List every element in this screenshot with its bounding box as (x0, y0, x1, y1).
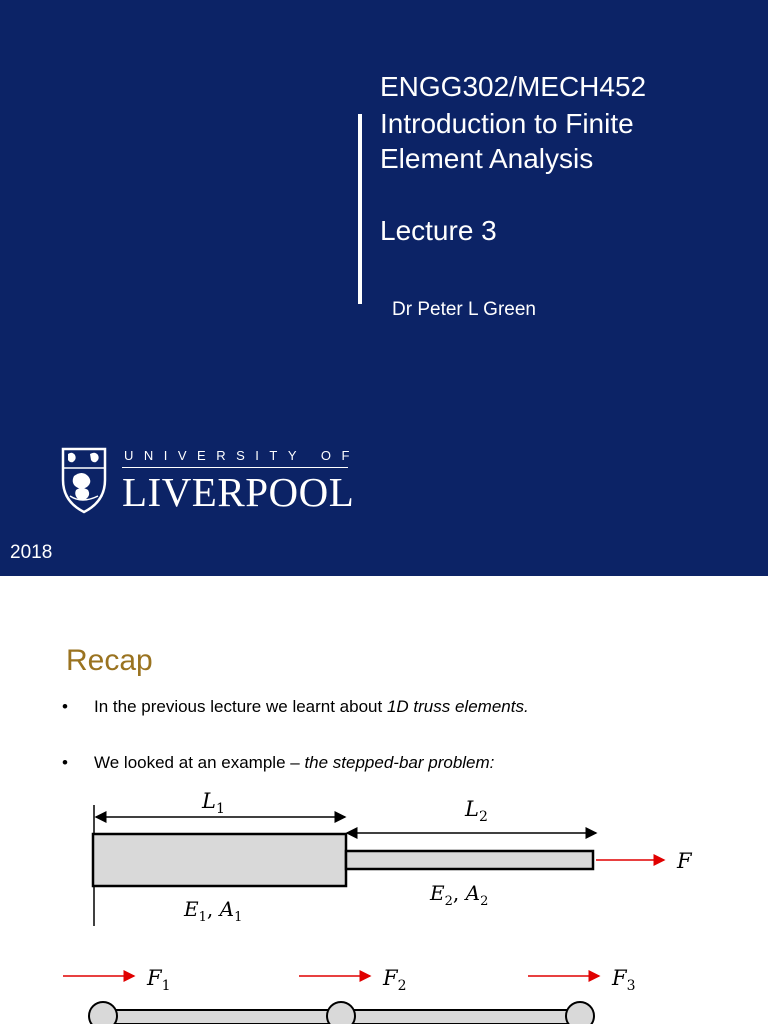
bar-segment-1 (93, 834, 346, 886)
node-1 (89, 1002, 117, 1024)
logo-university-of: UNIVERSITY OF (124, 448, 360, 463)
title-line-2: Element Analysis (380, 143, 594, 174)
stepped-bar-diagram (0, 785, 768, 1024)
bullet-item (62, 753, 494, 773)
crest-icon (60, 446, 108, 514)
university-logo (60, 446, 360, 516)
bullet-text: In the previous lecture we learnt about (94, 697, 387, 716)
year-label: 2018 (10, 542, 53, 563)
truss-element-2 (341, 1010, 580, 1024)
length-1-label: $L_1$ (202, 789, 225, 817)
segment-2-properties: $E_2$, $A_2$ (430, 881, 489, 909)
node-2 (327, 1002, 355, 1024)
bar-segment-2 (346, 851, 593, 869)
logo-rule (122, 467, 348, 468)
nodal-force-2-label: $F_2$ (383, 966, 407, 994)
nodal-force-3-label: $F_3$ (612, 966, 636, 994)
bullet-marker: • (62, 753, 68, 772)
lecture-number: Lecture 3 (380, 215, 497, 246)
bullet-emphasis: 1D truss elements. (386, 697, 529, 716)
bullet-emphasis: the stepped-bar problem: (304, 753, 495, 772)
node-3 (566, 1002, 594, 1024)
segment-1-properties: $E_1$, $A_1$ (184, 897, 243, 925)
applied-force-label: F (677, 849, 692, 873)
bullet-item (62, 697, 529, 717)
truss-element-1 (103, 1010, 341, 1024)
title-divider (358, 114, 362, 304)
title-line-1: Introduction to Finite (380, 108, 634, 139)
logo-liverpool: LIVERPOOL (122, 469, 355, 515)
bullet-text: We looked at an example – (94, 753, 305, 772)
bullet-marker: • (62, 697, 68, 716)
length-2-label: $L_2$ (465, 797, 488, 825)
author-name: Dr Peter L Green (392, 299, 536, 320)
recap-heading: Recap (66, 644, 153, 677)
nodal-force-1-label: $F_1$ (147, 966, 171, 994)
course-code: ENGG302/MECH452 (380, 71, 647, 102)
